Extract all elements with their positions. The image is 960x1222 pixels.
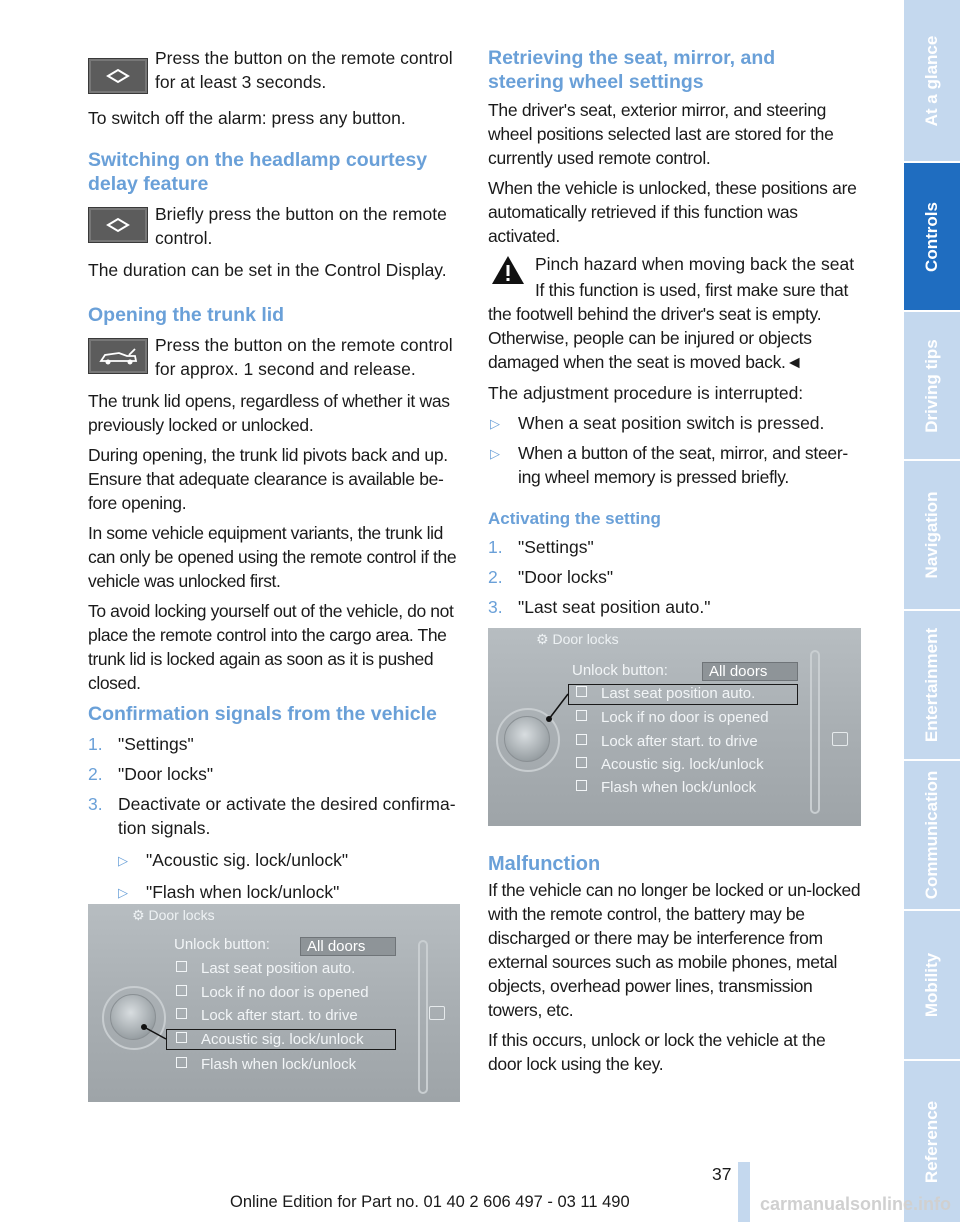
malfunction-para-1: If the vehicle can no longer be locked or un-locked with the remote control, the battery may be discharged or there may be interference from external sources such as mobile phones, metal objects, overhead power lines, transmission towers, etc. <box>488 880 861 1020</box>
trunk-press-1: Press the button on the remote control <box>155 335 453 355</box>
tab-driving-tips[interactable]: Driving tips <box>904 312 960 459</box>
confirmation-steps <box>88 732 462 904</box>
remote-button-image <box>88 58 148 94</box>
heading-retrieve-2: steering wheel settings <box>488 71 704 93</box>
list-item: 3. Deactivate or activate the desired confirma-tion signals. <box>88 794 456 838</box>
triangle-bullet-icon: ▷ <box>490 446 500 461</box>
list-item: 1. "Settings" <box>488 537 594 557</box>
warning-title: Pinch hazard when moving back the seat <box>535 254 855 274</box>
control-display-screenshot-acoustic: ⚙ Door locks Unlock button: All doors Last seat position auto. Lock if no door is opened Lock after start. to drive Acoustic sig. lock/unlock Flash when lock/unlock <box>88 904 460 1102</box>
tab-reference[interactable]: Reference <box>904 1061 960 1222</box>
trunk-button-image <box>88 338 148 374</box>
trunk-para-3: In some vehicle equipment variants, the trunk lid can only be opened using the remote control if the vehicle was unlocked first. <box>88 523 457 591</box>
list-item: 1. "Settings" <box>88 734 194 754</box>
settings-gear-icon: ⚙ <box>536 631 549 647</box>
heading-malfunction: Malfunction <box>488 853 601 875</box>
list-item: ▷ "Flash when lock/unlock" <box>88 880 462 904</box>
press-3s-line1: Press the button on the remote control <box>155 48 453 68</box>
heading-confirmation: Confirmation signals from the vehicle <box>88 703 437 725</box>
malfunction-para-2: If this occurs, unlock or lock the vehicle at the door lock using the key. <box>488 1030 826 1074</box>
briefly-press-2: control. <box>155 228 213 248</box>
press-3s-line2: for at least 3 seconds. <box>155 72 327 92</box>
edition-footer: Online Edition for Part no. 01 40 2 606 497 - 03 11 490 <box>230 1193 630 1211</box>
tab-entertainment[interactable]: Entertainment <box>904 611 960 759</box>
warning-triangle-icon <box>490 254 526 286</box>
list-item: 2. "Door locks" <box>88 764 214 784</box>
page-marker-bar <box>738 1162 750 1222</box>
control-display-screenshot-lastseat: ⚙ Door locks Unlock button: All doors Last seat position auto. Lock if no door is opened Lock after start. to drive Acoustic sig. lock/unlock Flash when lock/unlock <box>488 628 861 826</box>
retrieve-para-2: When the vehicle is unlocked, these positions are automatically retrieved if this function was activated. <box>488 178 857 246</box>
tab-controls[interactable]: Controls <box>904 163 960 310</box>
page-number: 37 <box>712 1164 732 1184</box>
tab-mobility[interactable]: Mobility <box>904 911 960 1059</box>
heading-trunk: Opening the trunk lid <box>88 304 285 326</box>
car-trunk-icon <box>89 339 147 373</box>
list-item: 3. "Last seat position auto." <box>488 597 711 617</box>
triangle-bullet-icon: ▷ <box>490 416 500 431</box>
trunk-para-1: The trunk lid opens, regardless of whether it was previously locked or unlocked. <box>88 391 450 435</box>
heading-headlamp-1: Switching on the headlamp courtesy <box>88 149 428 171</box>
interrupted-list <box>488 411 862 489</box>
tab-at-a-glance[interactable]: At a glance <box>904 0 960 161</box>
triangle-bullet-icon: ▷ <box>118 885 128 900</box>
activating-steps <box>488 535 862 619</box>
switch-off-alarm: To switch off the alarm: press any button. <box>88 108 406 128</box>
interrupted-text: The adjustment procedure is interrupted: <box>488 383 804 403</box>
unlock-arrow-icon <box>89 59 147 93</box>
tab-navigation[interactable]: Navigation <box>904 461 960 609</box>
heading-activating: Activating the setting <box>488 509 661 528</box>
list-item: 2. "Door locks" <box>488 567 614 587</box>
list-item: ▷ "Acoustic sig. lock/unlock" <box>88 848 462 872</box>
trunk-para-2: During opening, the trunk lid pivots back and up. Ensure that adequate clearance is available be-fore opening. <box>88 445 448 513</box>
heading-retrieve-1: Retrieving the seat, mirror, and <box>488 47 776 69</box>
unlock-arrow-icon <box>89 208 147 242</box>
triangle-bullet-icon: ▷ <box>118 853 128 868</box>
warning-line2: If this function is used, first make sure that <box>535 280 849 300</box>
warning-body: the footwell behind the driver's seat is empty. Otherwise, people can be injured or objects damaged when the seat is moved back.◄ <box>488 304 822 372</box>
watermark: carmanualsonline.info <box>760 1194 952 1214</box>
remote-button-image <box>88 207 148 243</box>
tab-communication[interactable]: Communication <box>904 761 960 909</box>
menu-icon <box>429 1006 445 1020</box>
heading-headlamp-2: delay feature <box>88 173 209 195</box>
retrieve-para-1: The driver's seat, exterior mirror, and steering wheel positions selected last are stored for the currently used remote control. <box>488 100 834 168</box>
list-item: ▷ When a seat position switch is pressed. <box>488 411 862 435</box>
list-item: ▷ When a button of the seat, mirror, and steer-ing wheel memory is pressed briefly. <box>490 443 848 487</box>
duration-text: The duration can be set in the Control Display. <box>88 260 447 280</box>
menu-icon <box>832 732 848 746</box>
trunk-para-4: To avoid locking yourself out of the vehicle, do not place the remote control into the cargo area. The trunk lid is locked again as soon as it is pushed closed. <box>88 601 454 693</box>
briefly-press-1: Briefly press the button on the remote <box>155 204 447 224</box>
settings-gear-icon: ⚙ <box>132 907 145 923</box>
trunk-press-2: for approx. 1 second and release. <box>155 359 416 379</box>
